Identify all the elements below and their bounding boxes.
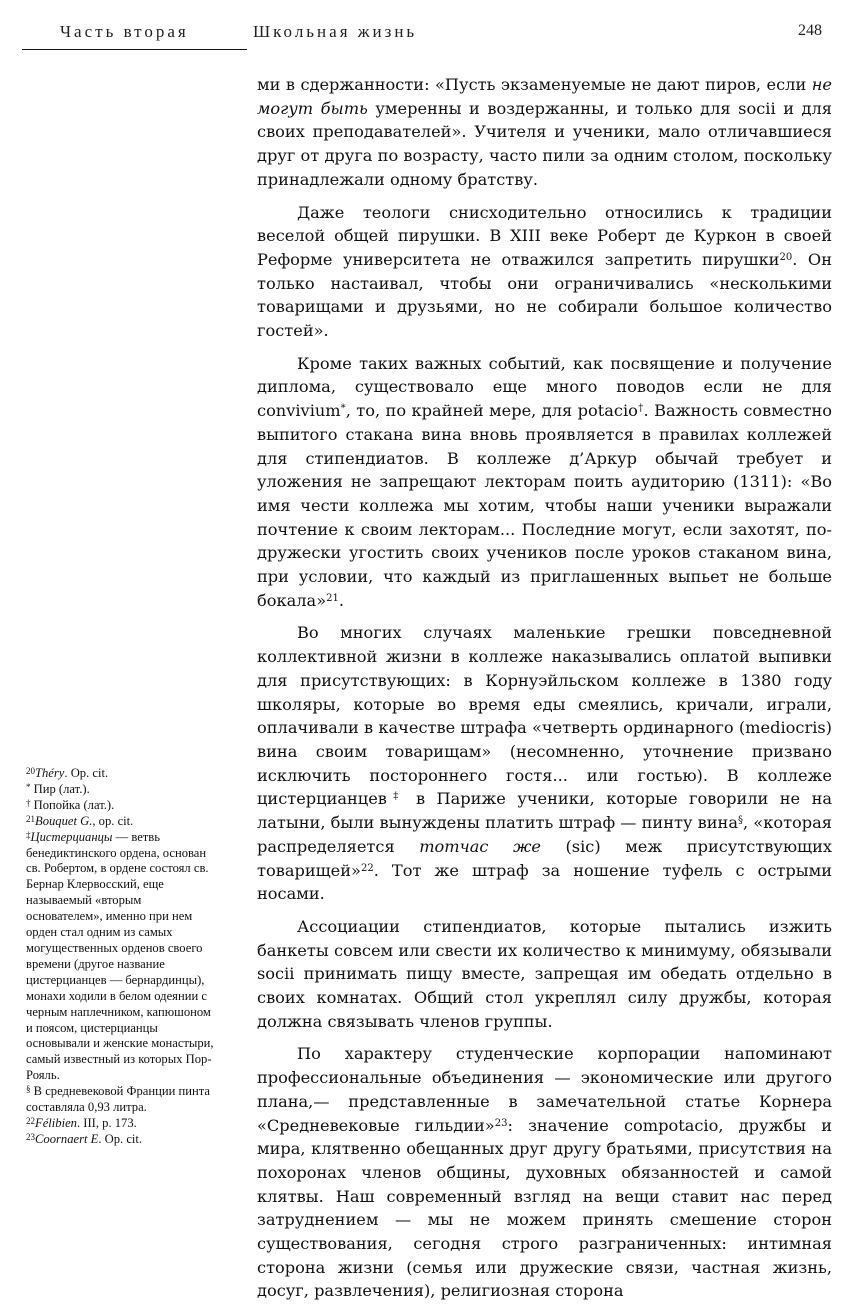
- running-header: [60, 22, 822, 46]
- footnote: § В средневековой Франции пинта составляла 0,93 литра.: [26, 1084, 210, 1115]
- footnote-ref: *: [340, 403, 346, 415]
- footnote-ref: 22: [360, 862, 374, 874]
- paragraph-5: Ассоциации стипендиатов, которые пытались изжить банкеты совсем или свести их количество к минимуму, обязывали socii принимать пищу вместе, запрещая им обедать отдельно в своих комнатах. Общий стол укреплял силу дружбы, которая должна связывать членов группы.: [257, 916, 832, 1031]
- paragraph-3: Кроме таких важных событий, как посвящение и получение диплома, существовало еще много поводов если не для convivium*, то, по крайней мере, для potacio†. Важность совместно выпитого стакана вина вновь проявляется в правилах коллежей для стипендиатов. В коллеже д’Аркур обычай требует и уложения не запрещают лекторам поить аудиторию (1311): «Во имя чести коллежа мы хотим, чтобы наши ученики выражали почтение к своим лекторам... Последние могут, если захотят, по-дружески угостить своих учеников после уроков стаканом вина, при условии, что каждый из приглашенных выпьет не больше бокала»$^{21}$.: [257, 353, 832, 610]
- header-chapter-title: Школьная жизнь: [253, 22, 418, 41]
- footnote: ‡Цистерцианцы — ветвь бенедиктинского ордена, основан св. Робертом, в ордене состоял св. Бернар Клервосский, еще называемый «вторым основателем», именно при нем орден стал одним из самых могущественных орденов своего времени (другое название цистерцианцев — бернардинцы), монахи ходили в белом одеянии с черным наплечником, капюшоном и поясом, цистерцианцы основывали и женские монастыри, самый известный из которых Пор-Рояль.: [26, 829, 214, 1083]
- header-part-title: Часть вторая: [60, 22, 189, 41]
- footnote: $^{22}$Félibien. III, p. 173.: [26, 1115, 137, 1130]
- paragraph-4: Во многих случаях маленькие грешки повседневной коллективной жизни в коллеже наказывались оплатой выпивки для присутствующих: в Корнуэйльском коллеже в 1380 году школяры, которые во время еды смеялись, кричали, играли, оплачивали в качестве штрафа «четверть ординарного (mediocris) вина своим товарищам» (несомненно, уточнение призвано исключить постороннего гостя... или гостью). В коллеже цистерцианцев‡ в Париже ученики, которые говорили не на латыни, были вынуждены платить штраф — пинту вина§, «которая распределяется тотчас же (sic) меж присутствующих товарищей»$^{22}$. Тот же штраф за ношение туфель с острыми носами.: [257, 623, 833, 904]
- paragraph-2: Даже теологи снисходительно относились к традиции веселой общей пирушки. В XIII веке Роберт де Куркон в своей Реформе университета не отважился запретить пирушки$^{20}$. Он только настаивал, чтобы они ограничивались «несколькими товарищами и друзьями, но не собирали большое количество гостей».: [257, 202, 832, 341]
- footnote: $^{23}$Coornaert E. Op. cit.: [26, 1131, 143, 1146]
- page-number: 248: [798, 22, 822, 39]
- main-text: [257, 73, 832, 1312]
- footnote-ref: §: [737, 815, 743, 827]
- footnote-ref: 23: [494, 1117, 508, 1129]
- paragraph-1: ми в сдержанности: «Пусть экзаменуемые не дают пиров, если не могут быть умеренны и воздержанны, и только для socii и для своих преподавателей». Учителя и ученики, мало отличавшиеся друг от друга по возрасту, часто пили за одним столом, поскольку принадлежали одному братству.: [257, 75, 832, 189]
- footnote: $^{21}$Bouquet G., op. cit.: [26, 813, 134, 828]
- header-rule: [22, 49, 247, 50]
- footnote-ref: ‡: [386, 791, 405, 803]
- paragraph-6: По характеру студенческие корпорации напоминают профессиональные объединения — экономические или другого плана,— представленные в замечательной статье Корнера «Средневековые гильдии»$^{23}$: значение compotacio, дружбы и мира, клятвенно обещанных друг другу братьями, присутствия на похоронах членов общины, духовных обязанностей и самой клятвы. Наш современный взгляд на вещи ставит нас перед затруднением — мы не можем принять смешение сторон существования, сегодня строго разграниченных: интимная сторона жизни (семья или дружеские связи, частная жизнь, досуг, развлечения), религиозная сторона: [257, 1044, 832, 1301]
- footnote: † Попойка (лат.).: [26, 797, 115, 812]
- footnote-ref: 21: [326, 592, 339, 604]
- footnote-ref: 20: [779, 251, 793, 263]
- footnote: $^{20}$Théry. Op. cit.: [26, 766, 109, 780]
- footnote-ref: †: [637, 403, 644, 415]
- footnote: * Пир (лат.).: [26, 781, 90, 796]
- footnotes: [26, 766, 214, 1148]
